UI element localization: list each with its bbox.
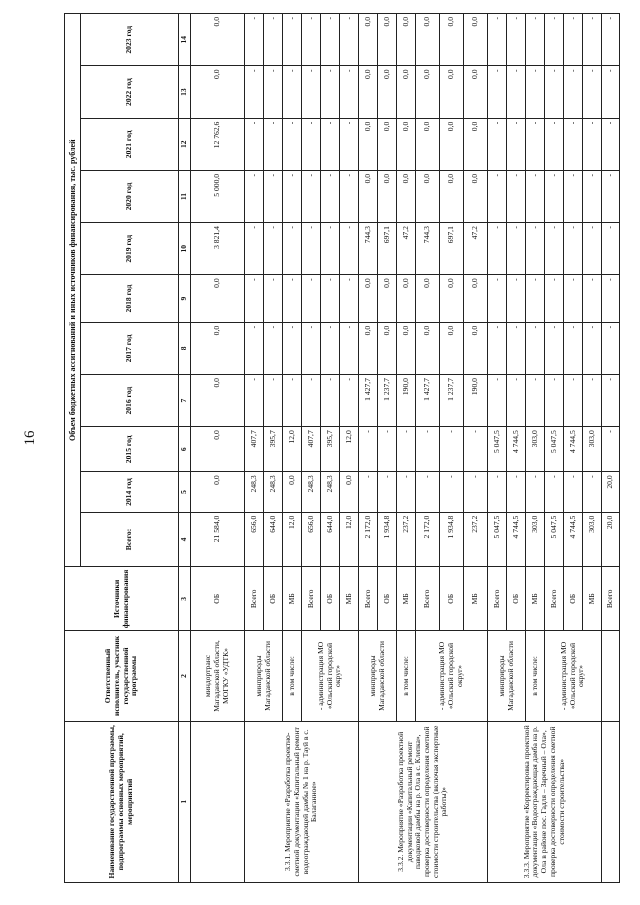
value-cell: 0,0 [283,472,302,512]
value-cell: - [602,66,620,118]
value-cell: - [545,375,564,427]
value-cell: 0,0 [464,275,488,322]
value-cell: - [283,322,302,374]
source-cell: Всего [245,567,264,631]
value-cell: - [583,375,602,427]
value-cell: - [283,223,302,275]
column-number: 12 [179,118,191,170]
value-cell: - [564,322,583,374]
source-cell: МБ [464,567,488,631]
value-cell: 0,0 [191,472,245,512]
header-name: Наименование государственной программы, подпрограммы основных мероприятий, мероприятий [65,721,179,882]
value-cell: - [507,223,526,275]
value-cell: 4 744,5 [564,512,583,567]
value-cell: 0,0 [440,118,464,170]
value-cell: - [245,66,264,118]
value-cell: - [545,118,564,170]
source-cell: МБ [283,567,302,631]
value-cell: - [488,170,507,222]
column-number: 6 [179,427,191,472]
value-cell: - [488,472,507,512]
value-cell: 0,0 [416,66,440,118]
value-cell: - [545,223,564,275]
value-cell: - [245,375,264,427]
source-cell: Всего [302,567,321,631]
responsible-cell: - администрация МО «Ольский городской округ» [302,631,359,721]
value-cell: 248,3 [264,472,283,512]
value-cell: - [397,427,416,472]
value-cell: 0,0 [340,472,359,512]
value-cell: 0,0 [416,14,440,66]
source-cell: МБ [340,567,359,631]
value-cell: - [545,472,564,512]
table-row [191,14,245,883]
value-cell: - [583,170,602,222]
header-source: Источники финансирования [65,567,179,631]
header-year: 2017 год [81,322,179,374]
value-cell: 0,0 [440,14,464,66]
value-cell: 0,0 [397,14,416,66]
value-cell: - [245,14,264,66]
value-cell: 0,0 [464,118,488,170]
value-cell: - [488,375,507,427]
value-cell: - [264,14,283,66]
value-cell: - [359,427,378,472]
value-cell: - [526,375,545,427]
value-cell: 0,0 [191,66,245,118]
value-cell: - [340,375,359,427]
value-cell: 0,0 [378,118,397,170]
value-cell: 303,0 [526,427,545,472]
value-cell: - [245,223,264,275]
column-number: 5 [179,472,191,512]
header-year: 2014 год [81,472,179,512]
value-cell: 1 237,7 [440,375,464,427]
value-cell: 0,0 [378,66,397,118]
value-cell: 1 934,8 [440,512,464,567]
header-year: 2020 год [81,170,179,222]
value-cell: - [564,14,583,66]
column-number: 9 [179,275,191,322]
value-cell: 0,0 [464,170,488,222]
value-cell: - [507,472,526,512]
source-cell: Всего [359,567,378,631]
value-cell: 4 744,5 [564,427,583,472]
value-cell: - [378,472,397,512]
value-cell: - [340,118,359,170]
value-cell: - [340,223,359,275]
table-row [488,14,507,883]
source-cell: Всего [545,567,564,631]
value-cell: 237,2 [464,512,488,567]
value-cell: 248,3 [302,472,321,512]
table-row [359,14,378,883]
value-cell: 0,0 [191,322,245,374]
header-year: 2015 год [81,427,179,472]
value-cell: - [564,223,583,275]
measure-name: 3.3.2. Мероприятие «Разработка проектной документации «Капитальный ремонт паводковой дамбы на р. Ола в с. Клепка», проверка достоверности определения сметной стоимости строительства (включая экспертные работы)» [359,721,488,882]
value-cell: - [321,275,340,322]
value-cell: 0,0 [397,118,416,170]
responsible-cell: минприроды Магаданской области [245,631,283,721]
column-number: 3 [179,567,191,631]
value-cell: 0,0 [397,170,416,222]
value-cell: - [602,170,620,222]
value-cell: 1 427,7 [359,375,378,427]
value-cell: - [264,223,283,275]
value-cell: - [264,275,283,322]
value-cell: - [264,322,283,374]
value-cell: 0,0 [416,275,440,322]
value-cell: - [526,14,545,66]
header-year: 2018 год [81,275,179,322]
value-cell: 303,0 [583,427,602,472]
value-cell: - [464,472,488,512]
value-cell: 1 427,7 [416,375,440,427]
name-cell-empty [602,721,620,882]
value-cell: - [526,223,545,275]
page-number: 16 [22,430,38,446]
value-cell: - [264,118,283,170]
value-cell: - [440,472,464,512]
value-cell: - [359,472,378,512]
value-cell: - [526,472,545,512]
value-cell: 190,0 [464,375,488,427]
value-cell: 0,0 [440,275,464,322]
header-responsible: Ответственный исполнитель, участник государственной программы [65,631,179,721]
column-number: 14 [179,14,191,66]
value-cell: - [321,375,340,427]
value-cell: - [545,170,564,222]
value-cell: - [602,322,620,374]
value-cell: 0,0 [378,170,397,222]
header-year: 2016 год [81,375,179,427]
value-cell: 5 047,5 [488,427,507,472]
source-cell: ОБ [564,567,583,631]
source-cell: Всего [416,567,440,631]
value-cell: - [583,118,602,170]
value-cell: 0,0 [416,170,440,222]
value-cell: - [488,118,507,170]
value-cell: - [564,275,583,322]
source-cell: ОБ [264,567,283,631]
rotated-table-wrapper [64,13,624,883]
value-cell: 644,0 [321,512,340,567]
value-cell: 4 744,5 [507,427,526,472]
value-cell: 744,3 [359,223,378,275]
value-cell: - [564,375,583,427]
value-cell: 5 047,5 [545,427,564,472]
value-cell: 4 744,5 [507,512,526,567]
value-cell: 0,0 [359,322,378,374]
source-cell: МБ [397,567,416,631]
value-cell: 1 934,8 [378,512,397,567]
value-cell: - [321,14,340,66]
responsible-cell: миндортранс Магаданской области, МОГКУ «УДТК» [191,631,245,721]
value-cell: 12,0 [340,427,359,472]
header-year: 2023 год [81,14,179,66]
column-number: 8 [179,322,191,374]
value-cell: - [302,170,321,222]
value-cell: 2 172,0 [359,512,378,567]
header-year: 2022 год [81,66,179,118]
value-cell: 0,0 [416,322,440,374]
value-cell: 47,2 [397,223,416,275]
value-cell: - [545,275,564,322]
value-cell: - [583,322,602,374]
value-cell: - [583,66,602,118]
value-cell: - [583,223,602,275]
value-cell: 0,0 [397,66,416,118]
value-cell: 0,0 [397,275,416,322]
value-cell: - [264,170,283,222]
value-cell: 1 237,7 [378,375,397,427]
value-cell: 2 172,0 [416,512,440,567]
value-cell: 0,0 [378,14,397,66]
value-cell: - [283,14,302,66]
value-cell: - [264,66,283,118]
value-cell: 656,0 [302,512,321,567]
value-cell: - [397,472,416,512]
value-cell: - [245,322,264,374]
source-cell: ОБ [378,567,397,631]
value-cell: - [564,472,583,512]
value-cell: 0,0 [191,375,245,427]
value-cell: 0,0 [464,14,488,66]
value-cell: - [321,223,340,275]
value-cell: - [507,275,526,322]
value-cell: - [488,66,507,118]
value-cell: - [507,375,526,427]
value-cell: 3 821,4 [191,223,245,275]
value-cell: - [545,14,564,66]
source-cell: ОБ [507,567,526,631]
measure-name: 3.3.3. Мероприятие «Корректировка проектной документации «Водоограждающая дамба на р. Ола в районе пос. Гадля – Заречный – Ола», проверка достоверности определения сметной стоимости строительства» [488,721,602,882]
header-funding: Объем бюджетных ассигнований и иных источников финансирования, тыс. рублей [65,14,81,567]
value-cell: - [602,375,620,427]
source-cell: МБ [583,567,602,631]
name-cell-empty [191,721,245,882]
value-cell: - [564,66,583,118]
header-year: 2019 год [81,223,179,275]
value-cell: - [526,275,545,322]
value-cell: 0,0 [359,66,378,118]
value-cell: 0,0 [191,275,245,322]
responsible-cell: - администрация МО «Ольский городской округ» [545,631,602,721]
value-cell: - [302,118,321,170]
source-cell: МБ [526,567,545,631]
value-cell: - [283,170,302,222]
value-cell: 248,3 [245,472,264,512]
value-cell: - [488,322,507,374]
column-number: 13 [179,66,191,118]
responsible-cell-empty [602,631,620,721]
column-number: 10 [179,223,191,275]
value-cell: 21 584,0 [191,512,245,567]
value-cell: 644,0 [264,512,283,567]
value-cell: - [526,322,545,374]
value-cell: 0,0 [464,322,488,374]
value-cell: - [526,118,545,170]
value-cell: - [283,66,302,118]
value-cell: - [416,427,440,472]
value-cell: 395,7 [264,427,283,472]
value-cell: - [340,170,359,222]
value-cell: - [378,427,397,472]
value-cell: 0,0 [440,170,464,222]
value-cell: - [283,375,302,427]
value-cell: - [302,14,321,66]
column-number: 1 [179,721,191,882]
source-cell: ОБ [440,567,464,631]
responsible-cell: - администрация МО «Ольский городской округ» [416,631,488,721]
value-cell: 0,0 [191,427,245,472]
source-cell: Всего [602,567,620,631]
value-cell: 697,1 [440,223,464,275]
value-cell: 0,0 [416,118,440,170]
source-cell: ОБ [191,567,245,631]
value-cell: 744,3 [416,223,440,275]
value-cell: - [321,322,340,374]
funding-table [64,13,620,883]
value-cell: 0,0 [191,14,245,66]
value-cell: 12,0 [283,512,302,567]
value-cell: - [564,170,583,222]
value-cell: - [245,275,264,322]
column-number: 7 [179,375,191,427]
value-cell: - [283,118,302,170]
value-cell: 0,0 [359,170,378,222]
header-year: 2021 год [81,118,179,170]
header-total: Всего: [81,512,179,567]
value-cell: 5 047,5 [488,512,507,567]
value-cell: - [302,66,321,118]
value-cell: 5 047,5 [545,512,564,567]
responsible-cell: в том числе: [526,631,545,721]
value-cell: - [507,14,526,66]
value-cell: - [321,118,340,170]
value-cell: - [302,275,321,322]
value-cell: - [302,375,321,427]
value-cell: 0,0 [440,322,464,374]
value-cell: - [245,118,264,170]
value-cell: - [602,118,620,170]
value-cell: - [583,14,602,66]
value-cell: - [507,170,526,222]
value-cell: 0,0 [359,14,378,66]
value-cell: 20,0 [602,512,620,567]
value-cell: - [545,322,564,374]
value-cell: - [564,118,583,170]
value-cell: - [602,223,620,275]
value-cell: 395,7 [321,427,340,472]
value-cell: - [488,275,507,322]
value-cell: - [507,322,526,374]
table-row [602,14,620,883]
source-cell: ОБ [321,567,340,631]
value-cell: 47,2 [464,223,488,275]
value-cell: - [340,275,359,322]
column-number: 2 [179,631,191,721]
responsible-cell: в том числе: [283,631,302,721]
table-row [245,14,264,883]
value-cell: - [245,170,264,222]
value-cell: - [283,275,302,322]
value-cell: 237,2 [397,512,416,567]
value-cell: - [602,427,620,472]
value-cell: 12 762,6 [191,118,245,170]
column-number: 4 [179,512,191,567]
source-cell: Всего [488,567,507,631]
value-cell: 12,0 [283,427,302,472]
value-cell: - [340,322,359,374]
value-cell: - [488,223,507,275]
value-cell: 0,0 [464,66,488,118]
value-cell: 0,0 [397,322,416,374]
value-cell: 20,0 [602,472,620,512]
value-cell: - [440,427,464,472]
value-cell: - [302,322,321,374]
value-cell: - [583,472,602,512]
responsible-cell: в том числе: [397,631,416,721]
value-cell: - [526,66,545,118]
value-cell: 0,0 [359,275,378,322]
value-cell: 248,3 [321,472,340,512]
column-number: 11 [179,170,191,222]
value-cell: 697,1 [378,223,397,275]
value-cell: - [264,375,283,427]
value-cell: - [464,427,488,472]
value-cell: - [545,66,564,118]
value-cell: - [602,275,620,322]
value-cell: - [488,14,507,66]
responsible-cell: минприроды Магаданской области [488,631,526,721]
value-cell: - [602,14,620,66]
value-cell: 5 000,0 [191,170,245,222]
value-cell: - [416,472,440,512]
value-cell: 0,0 [440,66,464,118]
value-cell: - [321,170,340,222]
value-cell: 190,0 [397,375,416,427]
value-cell: 0,0 [359,118,378,170]
value-cell: 407,7 [245,427,264,472]
value-cell: 656,0 [245,512,264,567]
value-cell: 0,0 [378,275,397,322]
value-cell: 303,0 [526,512,545,567]
value-cell: - [583,275,602,322]
value-cell: - [302,223,321,275]
value-cell: 12,0 [340,512,359,567]
value-cell: - [526,170,545,222]
value-cell: - [321,66,340,118]
measure-name: 3.3.1. Мероприятие «Разработка проектно-сметной документации «Капитальный ремонт водоограждающей дамбы № 1 на р. Тауй в с. Балаганное» [245,721,359,882]
value-cell: 0,0 [378,322,397,374]
responsible-cell: минприроды Магаданской области [359,631,397,721]
value-cell: - [340,14,359,66]
value-cell: - [507,118,526,170]
value-cell: - [507,66,526,118]
value-cell: 303,0 [583,512,602,567]
value-cell: - [340,66,359,118]
value-cell: 407,7 [302,427,321,472]
